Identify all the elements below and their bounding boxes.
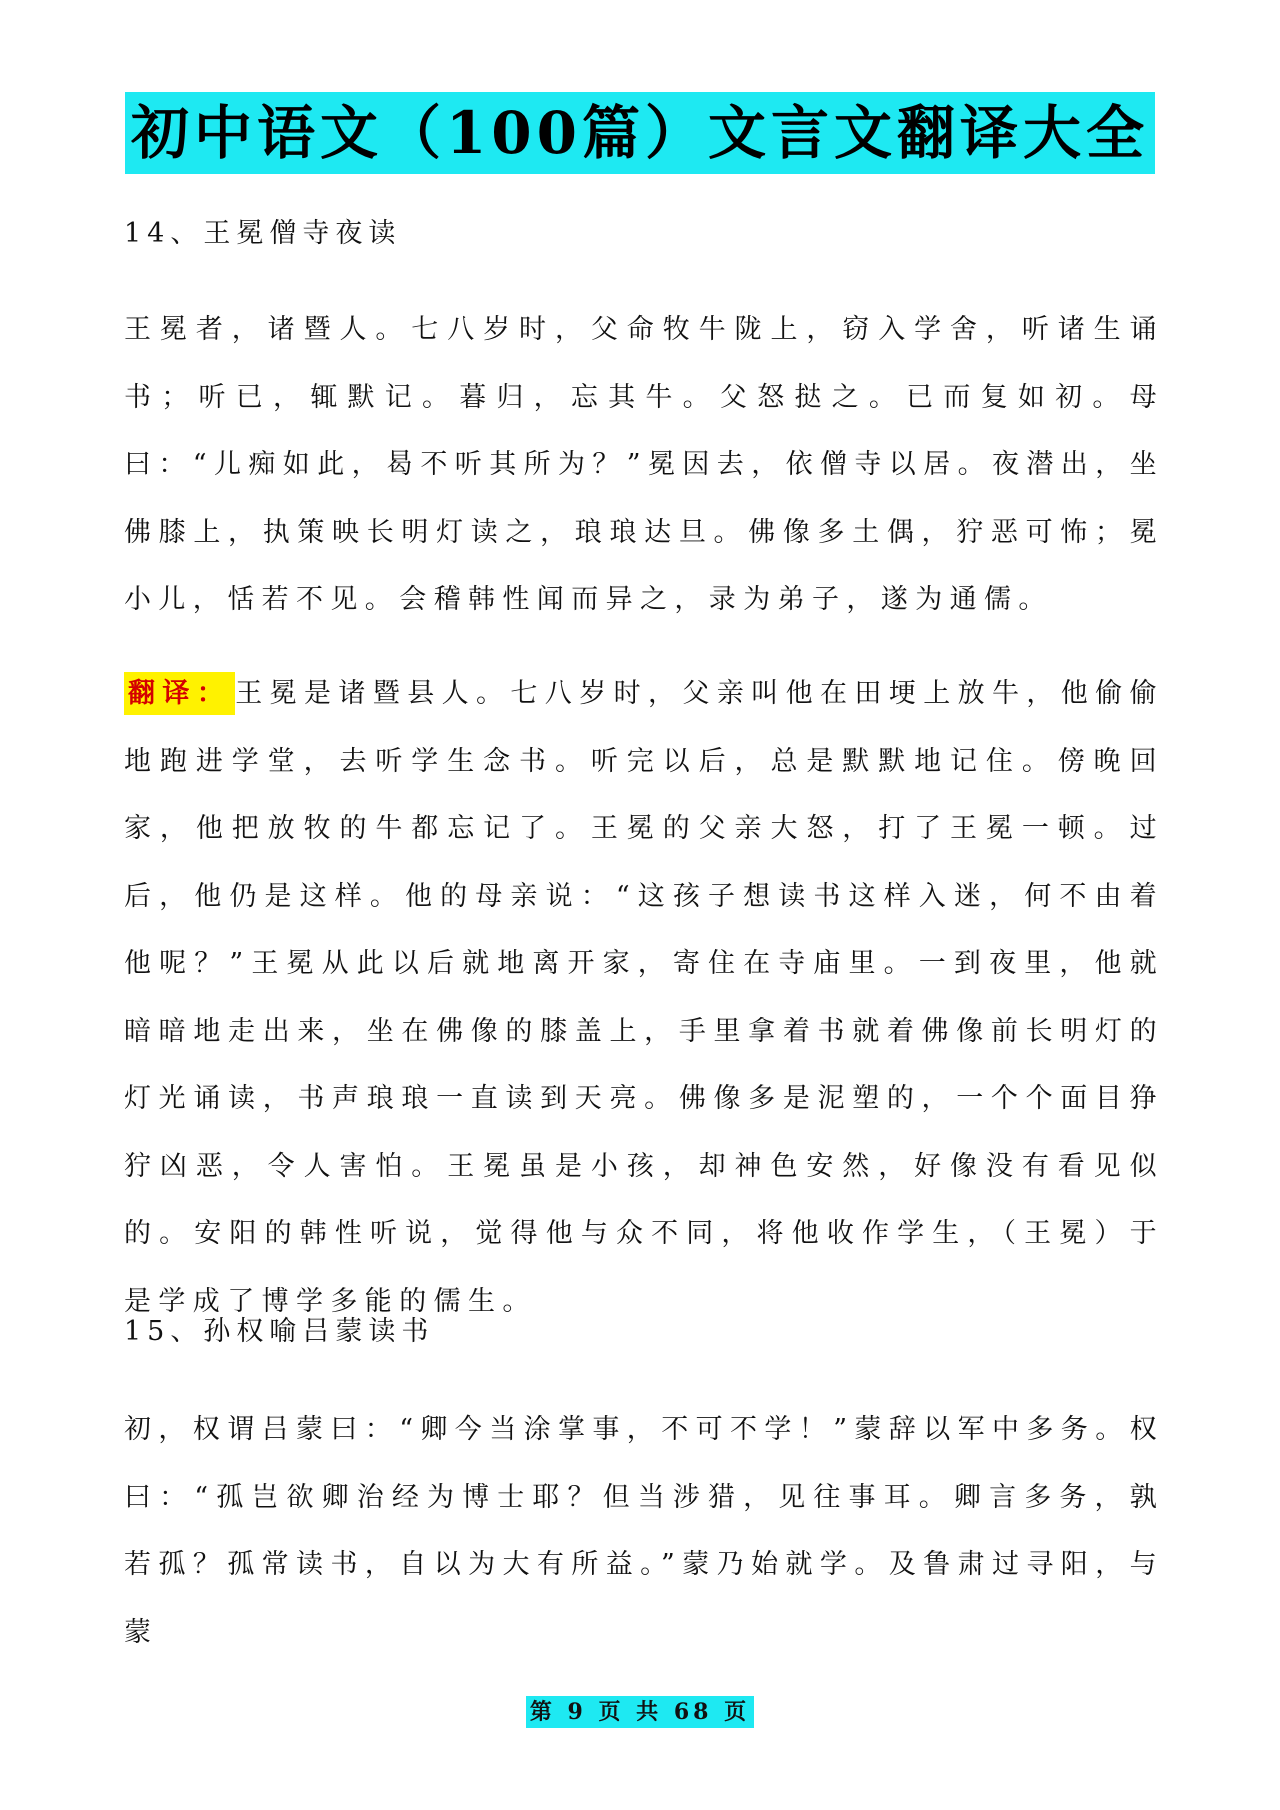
translation-label: 翻译： (124, 672, 235, 715)
translation-text: 王冕是诸暨县人。七八岁时，父亲叫他在田埂上放牛，他偷偷地跑进学堂，去听学生念书。听完以后，总是默默地记住。傍晚回家，他把放牧的牛都忘记了。王冕的父亲大怒，打了王冕一顿。过后，他仍是这样。他的母亲说：“这孩子想读书这样入迷，何不由着他呢？”王冕从此以后就地离开家，寄住在寺庙里。一到夜里，他就暗暗地走出来，坐在佛像的膝盖上，手里拿着书就着佛像前长明灯的灯光诵读，书声琅琅一直读到天亮。佛像多是泥塑的，一个个面目狰狞凶恶，令人害怕。王冕虽是小孩，却神色安然，好像没有看见似的。安阳的韩性听说，觉得他与众不同，将他收作学生，（王冕）于是学成了博学多能的儒生。 (124, 678, 1165, 1317)
section-heading: 15、孙权喻吕蒙读书 (124, 1316, 435, 1347)
footer-container (0, 1696, 1280, 1728)
page-title: 初中语文（100篇）文言文翻译大全 (125, 92, 1155, 174)
original-text: 王冕者，诸暨人。七八岁时，父命牧牛陇上，窃入学舍，听诸生诵书；听已，辄默记。暮归，忘其牛。父怒挞之。已而复如初。母曰：“儿痴如此，曷不听其所为？”冕因去，依僧寺以居。夜潜出，坐佛膝上，执策映长明灯读之，琅琅达旦。佛像多土偶，狞恶可怖；冕小儿，恬若不见。会稽韩性闻而异之，录为弟子，遂为通儒。 (124, 314, 1165, 615)
title-container (0, 92, 1280, 174)
original-text: 初，权谓吕蒙曰：“卿今当涂掌事，不可不学！”蒙辞以军中多务。权曰：“孤岂欲卿治经为博士耶？但当涉猎，见往事耳。卿言多务，孰若孤？孤常读书，自以为大有所益。”蒙乃始就学。及鲁肃过寻阳，与蒙 (124, 1414, 1165, 1648)
page-number: 第 9 页 共 68 页 (526, 1696, 754, 1728)
translation-paragraph (124, 660, 1164, 1335)
section-heading: 14、王冕僧寺夜读 (124, 218, 402, 249)
